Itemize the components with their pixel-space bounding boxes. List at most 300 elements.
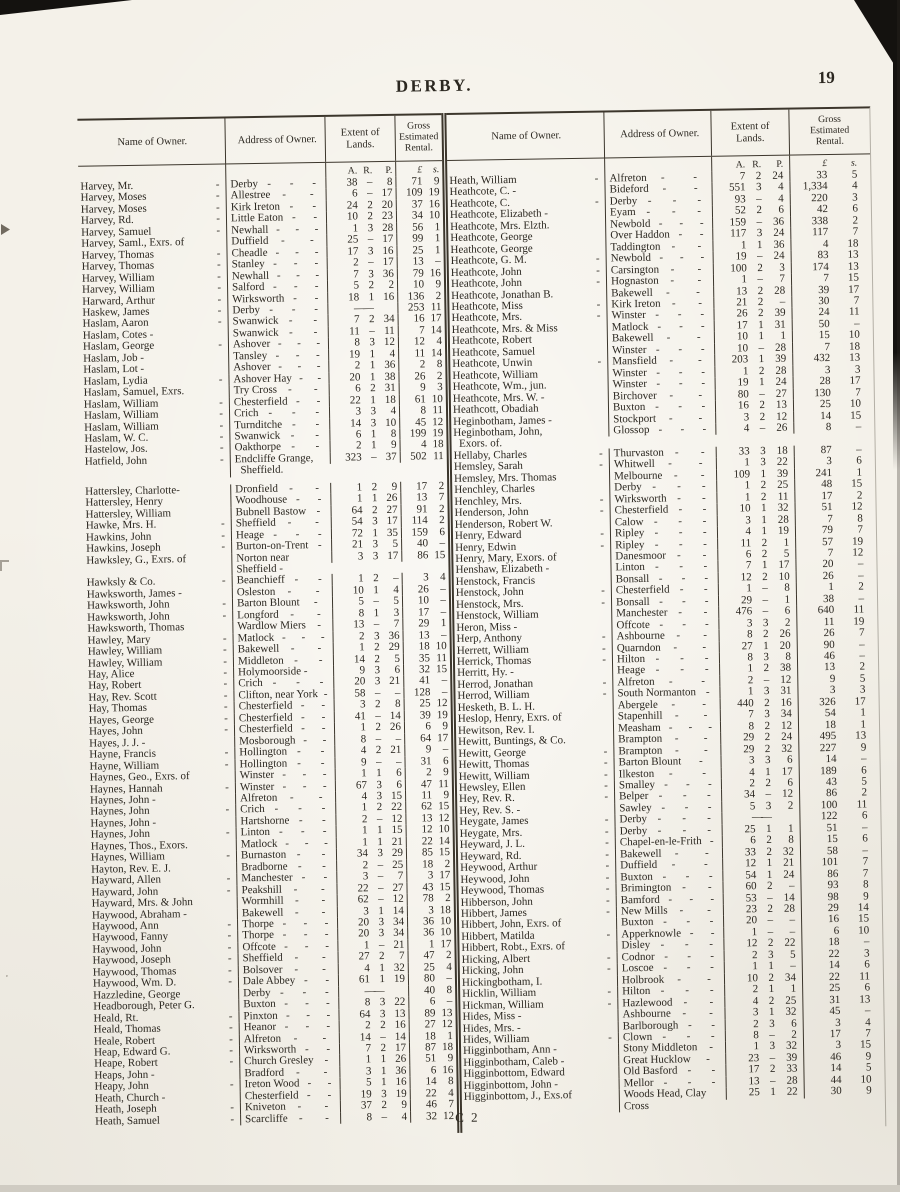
extent-acres: 7 bbox=[748, 708, 754, 721]
owner-name: Hayes, George bbox=[88, 713, 155, 727]
extent-perches: 16 bbox=[780, 696, 792, 709]
leader-dash: - bbox=[313, 325, 318, 338]
owner-name: Heald, Thomas bbox=[93, 1022, 161, 1036]
leader-dash: - bbox=[229, 1055, 234, 1068]
extent-perches: 24 bbox=[772, 169, 784, 182]
extent-acres: 1 bbox=[361, 767, 367, 780]
leader-dash: - bbox=[224, 758, 229, 771]
extent-roods: 1 bbox=[763, 639, 769, 652]
owner-name: Hawkins, Joseph bbox=[86, 541, 161, 555]
owner-name: Heathcote, William bbox=[452, 368, 539, 382]
leader-dash: - bbox=[679, 251, 684, 264]
owner-address: Heage bbox=[235, 528, 265, 541]
rental-pounds: 42 bbox=[816, 203, 829, 216]
rental-pounds: 79 bbox=[821, 524, 834, 537]
extent-acres: 12 bbox=[746, 937, 758, 950]
rental-shillings: 14 bbox=[857, 901, 869, 914]
extent-acres: 10 bbox=[346, 210, 359, 223]
leader-dash: - bbox=[323, 871, 328, 884]
owner-address: Manchester bbox=[616, 606, 668, 620]
owner-address: Belper bbox=[619, 790, 649, 803]
extent-perches: 9 bbox=[401, 1098, 408, 1112]
rental-pounds: 87 bbox=[820, 443, 832, 457]
extent-roods: – bbox=[769, 1028, 775, 1042]
owner-name: Hewitson, Rev. I. bbox=[457, 723, 535, 737]
extent-acres: 6 bbox=[745, 548, 752, 561]
rental-shillings: 9 bbox=[443, 789, 450, 802]
extent-roods: – bbox=[763, 673, 770, 687]
extent-acres: 3 bbox=[365, 1065, 372, 1078]
leader-dash: - bbox=[321, 894, 326, 907]
owner-name: Heald, Rt. bbox=[93, 1011, 139, 1025]
rental-shillings: 1 bbox=[447, 1029, 453, 1042]
rental-shillings: 9 bbox=[447, 1052, 454, 1065]
owner-name: Higginbotham, Caleb - bbox=[463, 1055, 565, 1069]
rental-shillings: – bbox=[440, 582, 446, 596]
leader-dash: - bbox=[226, 872, 231, 885]
extent-roods: – bbox=[758, 341, 765, 354]
leader-dash: - bbox=[294, 963, 299, 976]
extent-perches: 38 bbox=[384, 370, 396, 383]
owner-name: Herrick, Thomas bbox=[456, 654, 532, 668]
rental-pounds: 40 bbox=[424, 984, 436, 997]
extent-acres: 29 bbox=[743, 731, 755, 744]
leader-dash: - bbox=[313, 383, 318, 396]
rental-pounds: 18 bbox=[418, 640, 430, 653]
extent-acres: 1 bbox=[352, 222, 359, 235]
owner-address: Ashbourne bbox=[622, 1007, 671, 1021]
leader-dash: - bbox=[658, 217, 663, 230]
owner-address: Brampton bbox=[618, 732, 663, 746]
rental-shillings: 5 bbox=[865, 1061, 872, 1074]
leader-dash: - bbox=[656, 366, 661, 379]
rental-shillings: 15 bbox=[857, 912, 870, 926]
rental-pounds: 3 bbox=[826, 455, 832, 468]
extent-acres: 11 bbox=[740, 536, 752, 549]
extent-roods: 2 bbox=[370, 382, 376, 395]
extent-perches: 19 bbox=[777, 524, 790, 537]
extent-perches: 36 bbox=[382, 267, 394, 280]
extent-acres: 1 bbox=[752, 960, 758, 973]
rental-shillings: 3 bbox=[854, 363, 861, 376]
extent-acres: 159 bbox=[729, 216, 747, 229]
leader-dash: - bbox=[670, 263, 675, 276]
extent-perches: 26 bbox=[389, 721, 402, 734]
extent-roods: 2 bbox=[375, 721, 382, 734]
leader-dash: - bbox=[306, 1008, 311, 1021]
leader-dash: - bbox=[679, 904, 684, 917]
rental-pounds: 14 bbox=[820, 409, 832, 422]
leader-dash: - bbox=[297, 757, 301, 770]
leader-dash: - bbox=[293, 883, 298, 896]
extent-acres: 3 bbox=[363, 904, 369, 917]
owner-address: Winster bbox=[239, 780, 275, 793]
rental-shillings: 2 bbox=[435, 289, 442, 302]
owner-name: Herrod, Jonathan bbox=[457, 677, 534, 691]
leader-dash: - bbox=[282, 768, 287, 781]
extent-roods: 2 bbox=[371, 503, 378, 516]
extent-acres: 24 bbox=[346, 199, 358, 212]
rental-shillings: 6 bbox=[864, 958, 870, 971]
owner-address: Linton bbox=[615, 561, 645, 574]
owner-name: Higginbottom, John - bbox=[463, 1078, 559, 1092]
extent-roods: 3 bbox=[376, 790, 383, 803]
extent-roods: 1 bbox=[380, 1064, 387, 1078]
owner-address: Matlock bbox=[237, 631, 275, 645]
leader-dash: - bbox=[606, 951, 611, 964]
leader-dash: - bbox=[663, 961, 668, 974]
extent-roods: 3 bbox=[760, 444, 766, 457]
leader-dash: - bbox=[285, 1009, 290, 1022]
extent-acres: 20 bbox=[357, 916, 370, 929]
extent-roods: – bbox=[373, 595, 380, 608]
leader-dash: - bbox=[275, 349, 280, 362]
gross-rental-cell bbox=[410, 1111, 457, 1123]
owner-address: Ireton Wood bbox=[244, 1077, 300, 1091]
owner-address: Pinxton bbox=[243, 1009, 278, 1022]
leader-dash: - bbox=[596, 298, 601, 311]
rental-shillings: 10 bbox=[440, 926, 452, 939]
leader-dash: - bbox=[217, 270, 221, 283]
owner-name: Hawley, Mary bbox=[87, 633, 151, 647]
owner-address: Eyam bbox=[609, 206, 636, 219]
owner-address: Whitwell bbox=[613, 458, 655, 471]
rental-pounds: 8 bbox=[825, 420, 832, 434]
leader-dash: - bbox=[709, 984, 714, 997]
rental-pounds: 51 bbox=[425, 1052, 437, 1065]
owner-address: Clown bbox=[622, 1030, 653, 1044]
owner-name: Hattersley, Henry bbox=[85, 495, 163, 509]
owner-name: Haslam, William bbox=[83, 397, 159, 411]
rental-shillings: – bbox=[857, 557, 864, 570]
extent-roods: 1 bbox=[761, 502, 767, 515]
owner-name: Heathcote, Miss bbox=[451, 299, 523, 313]
leader-dash: - bbox=[312, 177, 317, 190]
leader-dash: - bbox=[291, 406, 296, 419]
owner-address: Chesterfield bbox=[244, 1089, 299, 1103]
owner-name: Haywood, Abraham - bbox=[91, 907, 188, 922]
extent-roods: 1 bbox=[768, 1006, 775, 1019]
extent-acres: 26 bbox=[736, 307, 748, 320]
owner-name: Hawley, William bbox=[87, 644, 163, 658]
leader-dash: - bbox=[278, 826, 283, 839]
owner-name: Hellaby, Charles bbox=[453, 448, 528, 462]
rental-pounds: 22 bbox=[421, 835, 433, 848]
owner-name: Hibberson, John bbox=[460, 895, 533, 909]
leader-dash: - bbox=[276, 223, 280, 236]
table-header-row bbox=[77, 115, 442, 167]
leader-dash: - bbox=[710, 1029, 715, 1042]
extent-acres: 20 bbox=[349, 371, 361, 384]
table-rows-left bbox=[78, 176, 457, 1139]
extent-perches: 24 bbox=[783, 868, 795, 881]
extent-roods: 2 bbox=[367, 210, 374, 223]
leader-dash: - bbox=[663, 916, 668, 929]
extent-acres: 11 bbox=[349, 325, 360, 338]
extent-acres: 25 bbox=[748, 1086, 760, 1099]
owner-address: Loscoe bbox=[621, 962, 654, 975]
owner-name: Henstock, John bbox=[455, 586, 524, 600]
leader-dash: - bbox=[711, 1075, 716, 1088]
unit-pounds: £ bbox=[822, 158, 828, 170]
extent-perches: 31 bbox=[774, 318, 786, 331]
owner-name-cell bbox=[84, 553, 231, 567]
owner-name: Hayes, J. J. - bbox=[89, 736, 146, 750]
rental-pounds: 7 bbox=[827, 512, 833, 525]
extent-acres: 19 bbox=[737, 376, 749, 389]
extent-roods: 1 bbox=[370, 439, 377, 452]
extent-roods: 1 bbox=[373, 583, 379, 597]
rental-pounds: 10 bbox=[412, 278, 425, 291]
owner-address: Mellor bbox=[623, 1076, 654, 1090]
rental-pounds: 45 bbox=[415, 415, 427, 429]
leader-dash: - bbox=[708, 720, 713, 733]
leader-dash: - bbox=[683, 995, 688, 1009]
owner-address: Hazlewood bbox=[622, 996, 673, 1009]
leader-dash: - bbox=[296, 1066, 300, 1079]
rental-shillings: 10 bbox=[439, 915, 452, 928]
leader-dash: - bbox=[305, 1020, 310, 1033]
rental-pounds: 27 bbox=[424, 1018, 436, 1031]
owner-address: Longford bbox=[237, 608, 279, 622]
extent-roods: – bbox=[759, 421, 766, 435]
leader-dash: - bbox=[316, 394, 321, 407]
owner-address: Derby bbox=[243, 986, 271, 1000]
extent-perches: 6 bbox=[394, 663, 401, 676]
leader-dash: - bbox=[658, 572, 663, 585]
rental-pounds: 31 bbox=[829, 993, 841, 1006]
extent-perches: 21 bbox=[783, 856, 795, 869]
extent-roods: 2 bbox=[764, 719, 771, 732]
owner-name: Hattersley, Charlotte- bbox=[85, 484, 180, 498]
leader-dash: - bbox=[682, 789, 687, 802]
leader-dash: - bbox=[608, 1031, 612, 1044]
owner-address: Wormhill bbox=[241, 894, 284, 908]
extent-roods: 1 bbox=[370, 393, 376, 406]
leader-dash: - bbox=[320, 882, 325, 895]
extent-roods: 2 bbox=[761, 547, 768, 561]
rental-shillings: 9 bbox=[860, 741, 867, 754]
leader-dash: - bbox=[215, 178, 220, 191]
rental-shillings: 7 bbox=[865, 1027, 871, 1040]
extent-acres: 20 bbox=[358, 927, 370, 940]
leader-dash: - bbox=[659, 618, 664, 631]
owner-address: Carsington bbox=[610, 263, 660, 277]
rental-pounds: 17 bbox=[829, 1027, 841, 1041]
leader-dash: - bbox=[321, 802, 326, 815]
owner-address: Burnaston bbox=[240, 848, 287, 862]
leader-dash: - bbox=[280, 234, 285, 247]
extent-perches: 12 bbox=[781, 788, 794, 801]
rental-shillings: – bbox=[440, 628, 447, 641]
leader-dash: - bbox=[216, 247, 221, 260]
leader-dash: - bbox=[596, 264, 600, 277]
leader-dash: - bbox=[604, 825, 609, 838]
leader-dash: - bbox=[709, 1006, 714, 1020]
rental-shillings: 3 bbox=[859, 683, 866, 696]
rental-shillings: – bbox=[440, 605, 447, 618]
extent-perches: 34 bbox=[392, 915, 405, 928]
rental-pounds: 62 bbox=[421, 800, 433, 813]
extent-perches: 31 bbox=[780, 685, 792, 698]
extent-acres: 2 bbox=[749, 777, 756, 790]
extent-perches: 28 bbox=[774, 284, 786, 297]
owner-address: Endcliffe Grange, Sheffield. bbox=[234, 452, 314, 477]
rental-shillings: 9 bbox=[433, 175, 440, 188]
leader-dash: - bbox=[272, 677, 277, 690]
extent-roods: 1 bbox=[379, 961, 385, 974]
extent-acres: 22 bbox=[357, 881, 369, 895]
rental-pounds: 36 bbox=[422, 915, 435, 928]
owner-address: Stapenhill bbox=[617, 709, 663, 723]
leader-dash: - bbox=[711, 1064, 716, 1077]
leader-dash: - bbox=[221, 574, 226, 587]
rental-shillings: 19 bbox=[428, 186, 440, 199]
rental-pounds: 130 bbox=[814, 386, 831, 399]
rental-shillings: 12 bbox=[432, 415, 444, 428]
rental-shillings: 18 bbox=[847, 237, 859, 250]
owner-address: Barton Blount bbox=[618, 755, 682, 769]
rental-shillings: 9 bbox=[866, 1084, 872, 1097]
extent-perches: 39 bbox=[776, 467, 789, 480]
extent-perches: 32 bbox=[782, 845, 795, 858]
rental-shillings: 11 bbox=[848, 305, 860, 319]
rental-pounds: 1 bbox=[828, 581, 834, 594]
leader-dash: - bbox=[295, 223, 300, 236]
rental-shillings: 1 bbox=[434, 243, 441, 256]
leader-dash: - bbox=[326, 1008, 331, 1021]
rental-shillings: 8 bbox=[862, 878, 869, 891]
owner-address-cell bbox=[619, 1088, 726, 1113]
extent-perches: 1 bbox=[788, 822, 794, 835]
rental-pounds: 46 bbox=[425, 1098, 438, 1111]
owner-name: Haywood, Fanny bbox=[92, 930, 169, 945]
rental-shillings: 6 bbox=[439, 525, 446, 538]
leader-dash: - bbox=[664, 950, 669, 963]
leader-dash: - bbox=[324, 1100, 329, 1113]
owner-name: Heape, Robert bbox=[94, 1057, 158, 1071]
owner-address: Bradford bbox=[244, 1066, 285, 1080]
extent-acres: 3 bbox=[357, 549, 364, 562]
rental-pounds: 10 bbox=[417, 594, 430, 607]
leader-dash: - bbox=[707, 972, 711, 985]
extent-acres: 21 bbox=[736, 296, 748, 309]
owner-address: Barton Blount bbox=[236, 596, 300, 610]
rental-pounds: 89 bbox=[424, 1006, 436, 1020]
owner-name: Heale, Robert bbox=[93, 1034, 156, 1048]
owner-address: Middleton bbox=[237, 654, 284, 667]
extent-acres: 8 bbox=[360, 733, 367, 746]
leader-dash: - bbox=[678, 228, 683, 241]
rental-shillings: 6 bbox=[861, 809, 868, 822]
rental-pounds: 25 bbox=[829, 982, 841, 995]
extent-acres: 2 bbox=[354, 359, 361, 372]
extent-acres: 64 bbox=[359, 1007, 371, 1021]
owner-name: Hawksworth, John bbox=[86, 598, 170, 613]
owner-address: Crich bbox=[240, 803, 265, 816]
owner-name: Harward, Arthur bbox=[82, 294, 156, 308]
owner-address: Chesterfield bbox=[238, 711, 293, 725]
leader-dash: - bbox=[698, 388, 703, 401]
owner-address: Bakewell bbox=[619, 847, 662, 861]
extent-perches: – bbox=[789, 914, 796, 927]
rental-shillings: 3 bbox=[852, 191, 858, 204]
rental-shillings: – bbox=[441, 685, 448, 699]
rental-shillings: 4 bbox=[448, 1086, 454, 1099]
owner-address: Mosborough bbox=[239, 734, 296, 748]
leader-dash: - bbox=[678, 537, 683, 550]
extent-roods: 3 bbox=[378, 916, 385, 929]
leader-dash: - bbox=[302, 768, 307, 781]
owner-address-cell bbox=[231, 551, 331, 575]
extent-perches: 36 bbox=[384, 359, 396, 372]
leader-dash: - bbox=[282, 188, 287, 202]
leader-dash: - bbox=[322, 768, 327, 781]
extent-acres: 1 bbox=[741, 273, 748, 286]
extent-roods: 2 bbox=[768, 971, 775, 984]
leader-dash: - bbox=[279, 986, 284, 999]
extent-perches: 14 bbox=[389, 709, 401, 722]
extent-perches: 24 bbox=[773, 249, 785, 263]
owner-name: Henderson, John bbox=[454, 505, 529, 520]
extent-roods: 2 bbox=[367, 199, 373, 212]
owner-address: Offcote bbox=[616, 618, 650, 632]
leader-dash: - bbox=[689, 892, 694, 905]
extent-acres: 22 bbox=[349, 393, 361, 407]
extent-perches: 4 bbox=[393, 583, 399, 596]
extent-roods: 1 bbox=[379, 973, 386, 986]
leader-dash: - bbox=[673, 641, 678, 654]
owner-address: Matlock bbox=[611, 320, 649, 334]
extent-acres: 19 bbox=[735, 250, 747, 263]
owner-name: Hawley, William bbox=[87, 656, 163, 670]
owner-name: Hibbert, James bbox=[460, 906, 528, 920]
extent-acres: 476 bbox=[735, 605, 753, 618]
rental-shillings: 18 bbox=[439, 903, 451, 916]
extent-acres: 14 bbox=[350, 416, 362, 430]
owner-name: Hickman, William bbox=[462, 998, 544, 1012]
owner-address: Ripley bbox=[614, 526, 645, 540]
owner-address: Bakewell bbox=[611, 286, 653, 299]
extent-perches: 3 bbox=[779, 261, 785, 274]
extent-roods: 1 bbox=[766, 857, 773, 870]
leader-dash: - bbox=[309, 234, 314, 247]
owner-name: Harvey, William bbox=[81, 271, 155, 285]
leader-dash: - bbox=[295, 394, 300, 408]
rental-pounds: 99 bbox=[412, 232, 424, 245]
spacer-cell bbox=[726, 1110, 804, 1111]
owner-name: Heathcote, Samuel bbox=[452, 345, 536, 359]
leader-dash: - bbox=[687, 950, 692, 963]
leader-dash: - bbox=[674, 709, 679, 722]
extent-acres: 13 bbox=[736, 284, 748, 297]
owner-name: Henry, Edwin bbox=[455, 540, 517, 554]
rental-shillings: 6 bbox=[864, 981, 871, 994]
rental-pounds: 39 bbox=[818, 283, 830, 296]
leader-dash: - bbox=[219, 441, 224, 455]
leader-dash: - bbox=[705, 617, 709, 630]
extent-perches: 1 bbox=[784, 593, 791, 606]
rental-shillings: 8 bbox=[436, 358, 443, 371]
extent-roods: 1 bbox=[378, 904, 384, 917]
extent-acres: 34 bbox=[356, 847, 369, 860]
extent-acres: 1 bbox=[747, 685, 754, 698]
leader-dash: - bbox=[274, 803, 279, 816]
leader-dash: - bbox=[653, 515, 658, 528]
extent-acres: 27 bbox=[358, 950, 370, 963]
extent-roods: 2 bbox=[374, 641, 380, 654]
leader-dash: - bbox=[324, 1054, 329, 1067]
